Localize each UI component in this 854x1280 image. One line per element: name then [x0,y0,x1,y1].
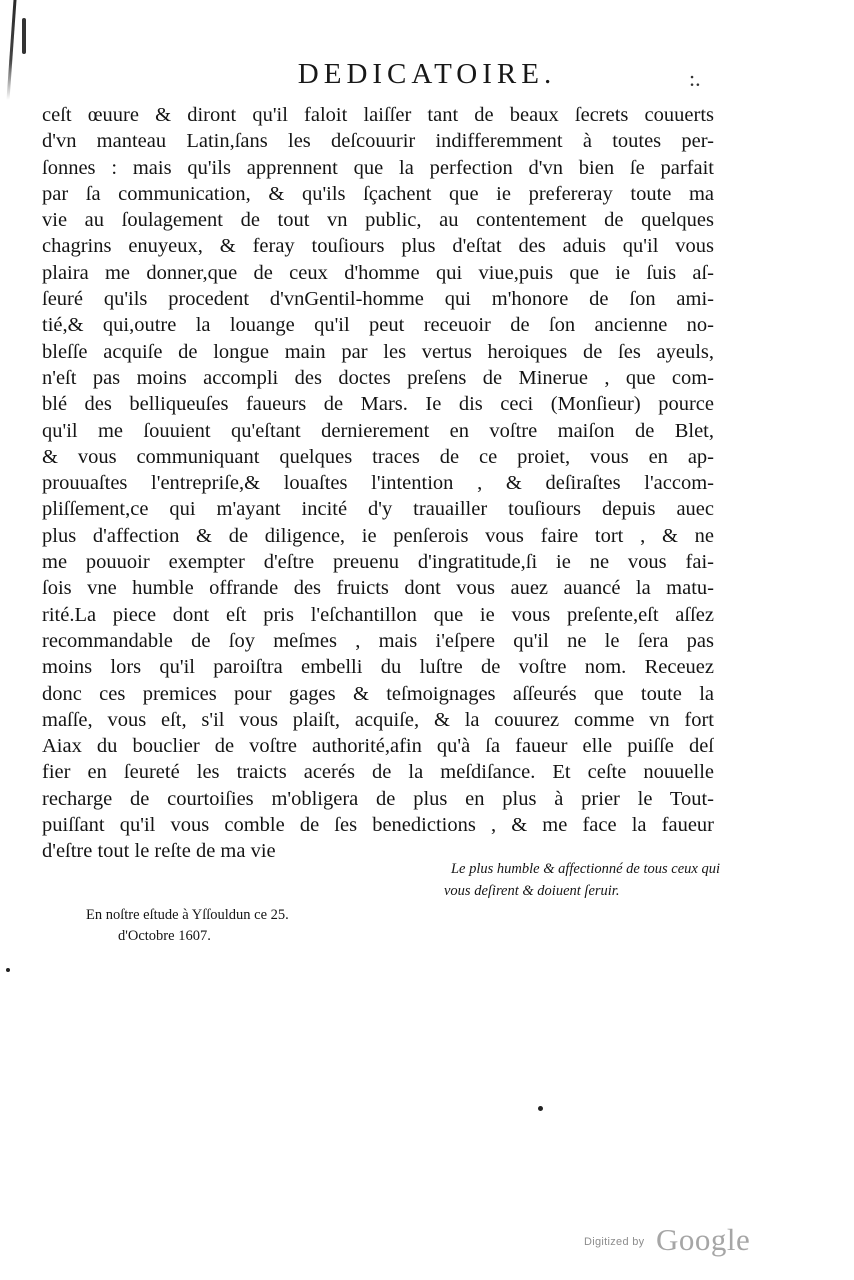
body-line: puiſſant qu'il vous comble de ſes benedictions , & me face la faueur [42,814,714,837]
signature-line: Le plus humble & affectionné de tous ceux qui [450,861,720,877]
dedication-body [42,102,714,865]
place-date-block [86,905,386,947]
body-line: rité.La piece dont eſt pris l'eſchantillon que ie vous preſente,eſt aſſez [42,603,714,626]
running-head-mark: :. [689,66,701,91]
body-line: fier en ſeureté les traicts acerés de la meſdiſance. Et ceſte nouuelle [42,761,714,784]
body-line: ſeuré qu'ils procedent d'vnGentil-homme qui m'honore de ſon ami- [42,288,714,311]
digitization-watermark [580,1222,780,1262]
body-line: d'vn manteau Latin,ſans les deſcouurir indifferemment à toutes per- [42,130,714,153]
body-line: recommandable de ſoy meſmes , mais i'eſpere qu'il ne le ſera pas [42,629,714,652]
watermark-logo: Google [656,1222,751,1257]
body-line: maſſe, vous eſt, s'il vous plaiſt, acquiſe, & la couurez comme vn fort [42,708,714,731]
place-line: En noſtre eſtude à Yſſouldun ce 25. [86,907,289,923]
body-line: blé des belliqueuſes faueurs de Mars. Ie dis ceci (Monſieur) pource [42,393,714,416]
body-line: ceſt œuure & diront qu'il faloit laiſſer tant de beaux ſecrets couuerts [42,104,714,126]
date-line: d'Octobre 1607. [118,928,211,944]
body-line: donc ces premices pour gages & teſmoignages aſſeurés que toute la [42,682,714,705]
body-line: pliſſement,ce qui m'ayant incité d'y trauailler touſiours depuis auec [42,498,714,521]
body-line: chagrins enuyeux, & feray touſiours plus d'eſtat des aduis qu'il vous [42,235,714,258]
body-line: qu'il me ſouuient qu'eſtant dernierement en voſtre maiſon de Blet, [42,419,714,442]
body-line: plaira me donner,que de ceux d'homme qui viue,puis que ie ſuis aſ- [42,261,714,284]
margin-mark [22,18,26,54]
ink-speck [538,1106,543,1111]
body-line: recharge de courtoiſies m'obligera de plus en plus à prier le Tout- [42,787,714,810]
body-line: prouuaſtes l'entrepriſe,& louaſtes l'intention , & deſiraſtes l'accom- [42,472,714,495]
body-line: moins lors qu'il paroiſtra embelli du luſtre de voſtre nom. Receuez [42,656,714,679]
body-line: me pouuoir exempter d'eſtre preuenu d'ingratitude,ſi ie ne vous fai- [42,551,714,574]
body-line: ſonnes : mais qu'ils apprennent que la perfection d'vn bien ſe parfait [42,156,714,179]
body-line: Aiax du bouclier de voſtre authorité,afin qu'à ſa faueur elle puiſſe deſ [42,735,714,758]
body-line: tié,& qui,outre la louange qu'il peut receuoir de ſon ancienne no- [42,314,714,337]
signature-line: vous deſirent & doiuent ſeruir. [444,883,620,899]
signature-block [380,858,720,902]
body-line: n'eſt pas moins accompli des doctes preſens de Minerue , que com- [42,366,714,389]
running-head: DEDICATOIRE. [297,58,557,90]
body-line: bleſſe acquiſe de longue main par les vertus heroiques de ſes ayeuls, [42,340,714,363]
body-line: ſois vne humble offrande des fruicts dont vous auez auancé la matu- [42,577,714,600]
body-line: vie au ſoulagement de tout vn public, au contentement de quelques [42,209,714,232]
watermark-caption: Digitized by [584,1236,645,1248]
body-line: d'eſtre tout le reſte de ma vie [42,840,276,863]
body-line: & vous communiquant quelques traces de ce proiet, vous en ap- [42,445,714,468]
body-line: plus d'affection & de diligence, ie penſerois vous faire tort , & ne [42,524,714,547]
body-line: par ſa communication, & qu'ils ſçachent que ie prefereray toute ma [42,182,714,205]
ink-speck [6,968,10,972]
